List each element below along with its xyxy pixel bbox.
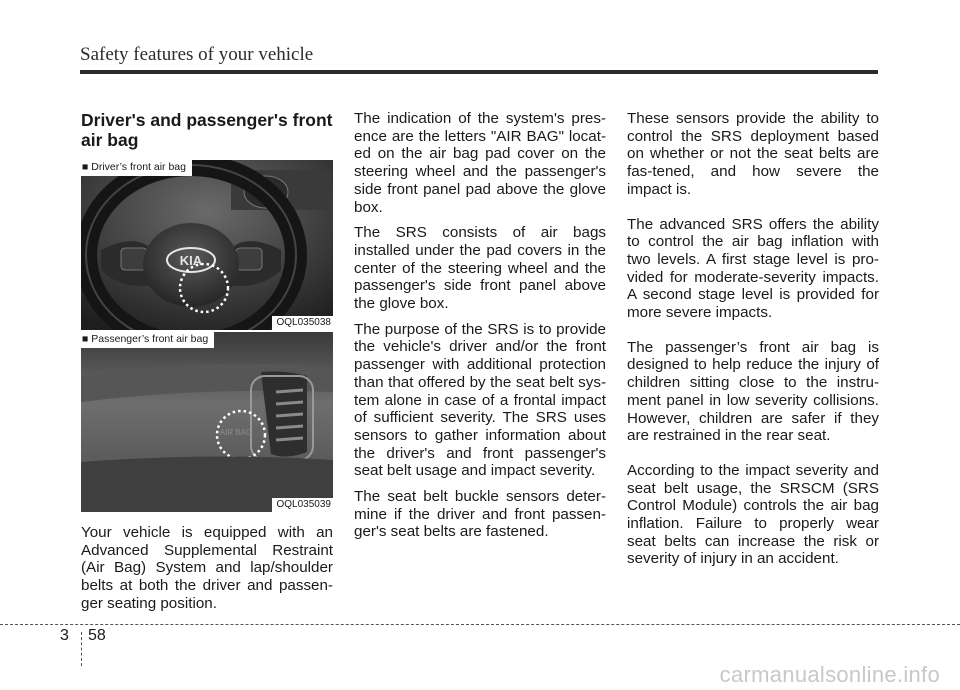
header-rule <box>80 70 878 74</box>
paragraph: These sensors provide the ability to control the SRS deployment based on whether or not the seat belts are fas-tened, and how severe the impact is. <box>627 110 879 198</box>
kia-logo: KIA <box>179 253 203 268</box>
section-title: Safety features of your vehicle <box>80 44 314 65</box>
paragraph: The indication of the system's pres-ence are the letters "AIR BAG" locat-ed on the air bag pad cover on the steering wheel and the passenger's side front panel pad above the glove box. <box>354 110 606 216</box>
intro-paragraph: Your vehicle is equipped with an Advanced Supplemental Restraint (Air Bag) System and lap/shoulder belts at both the driver and passen-ger seating position. <box>81 524 333 612</box>
airbag-emboss: AIR BAG <box>219 428 253 437</box>
paragraph: According to the impact severity and seat belt usage, the SRSCM (SRS Control Module) controls the air bag inflation. Failure to properly wear seat belts can increase the risk or severity of injury in an accident. <box>627 461 879 568</box>
left-column <box>81 110 333 621</box>
section-heading: Driver's and passenger's front air bag <box>81 110 333 150</box>
watermark: carmanualsonline.info <box>719 662 940 687</box>
passenger-airbag-figure <box>81 332 333 512</box>
footer-rule <box>0 624 960 625</box>
right-column <box>627 110 879 585</box>
steering-wheel-photo <box>81 160 333 330</box>
footer-divider <box>81 632 82 666</box>
figure-caption: ■ Driver’s front air bag <box>81 160 192 176</box>
paragraph: The SRS consists of air bags installed under the pad covers in the center of the steering wheel and the passenger's side front panel above the glove box. <box>354 224 606 313</box>
figure-caption: ■ Passenger’s front air bag <box>81 332 214 348</box>
middle-column <box>354 110 606 549</box>
figure-code: OQL035038 <box>272 316 334 330</box>
driver-airbag-figure <box>81 160 333 330</box>
paragraph: The seat belt buckle sensors deter-mine if the driver and front passen-ger's seat belts are fastened. <box>354 488 606 541</box>
dashboard-photo <box>81 332 333 512</box>
paragraph: The purpose of the SRS is to provide the vehicle's driver and/or the front passenger with additional protection than that offered by the seat belt sys-tem alone in case of a frontal impact of sufficient severity. The SRS uses sensors to gather information about the driver's and front passenger's seat belt usage and impact severity. <box>354 320 606 480</box>
chapter-number: 3 <box>60 627 69 644</box>
paragraph: The advanced SRS offers the ability to control the air bag inflation with two levels. A first stage level is pro-vided for moderate-severity impacts. A second stage level is provided for more severe impacts. <box>627 215 879 322</box>
figure-code: OQL035039 <box>272 498 334 512</box>
paragraph: The passenger’s front air bag is designed to help reduce the injury of children sitting close to the instru-ment panel in low severity collisions. However, children are safer if they are restrained in the rear seat. <box>627 338 879 445</box>
page-number: 58 <box>88 627 106 644</box>
